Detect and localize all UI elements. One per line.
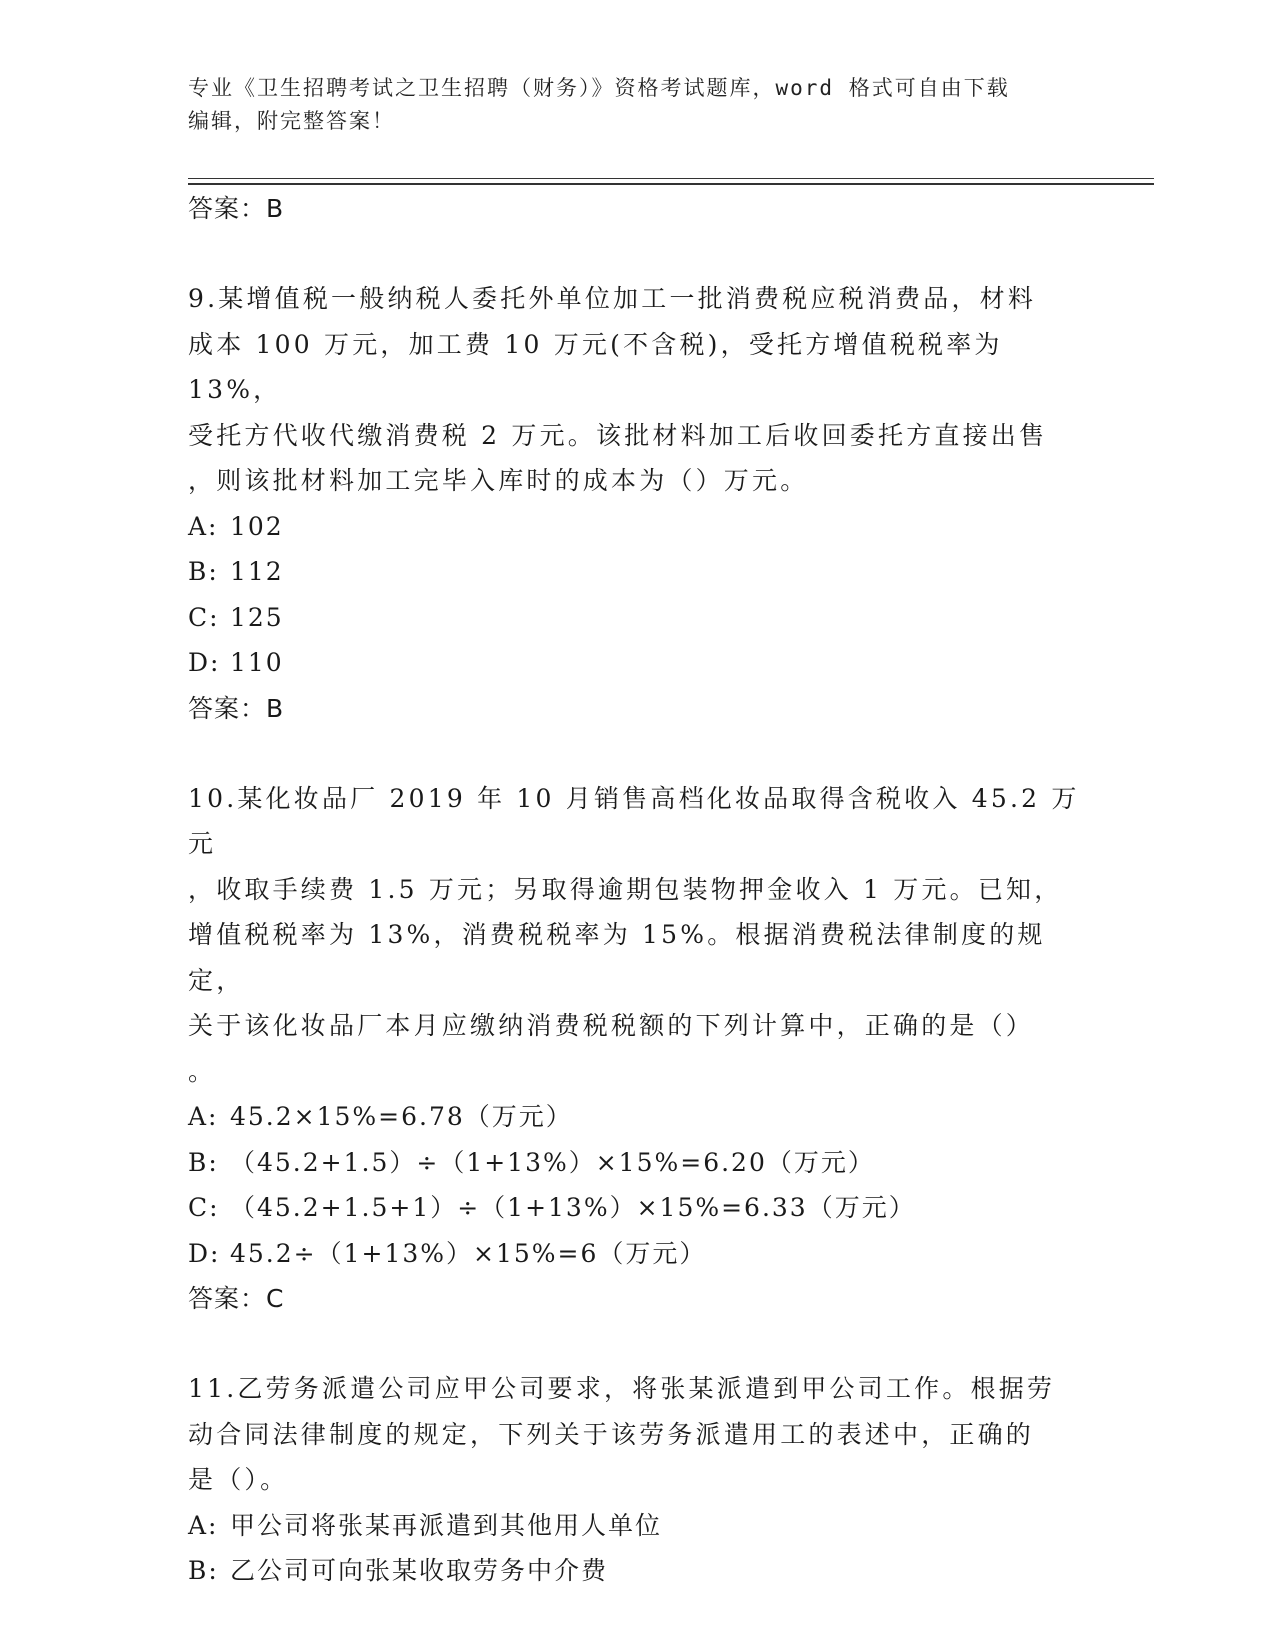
document-body <box>188 186 1088 1594</box>
question-11-line-1: 11.乙劳务派遣公司应甲公司要求，将张某派遣到甲公司工作。根据劳 <box>188 1374 1056 1403</box>
question-9-option-a <box>188 504 1088 550</box>
question-10-line-4: 关于该化妆品厂本月应缴纳消费税税额的下列计算中，正确的是（） <box>188 1011 1035 1040</box>
option-letter: C: <box>188 1193 220 1222</box>
question-11-option-b <box>188 1548 1088 1594</box>
option-letter: A: <box>188 1102 219 1131</box>
question-9-line-2: 成本 100 万元，加工费 10 万元(不含税)，受托方增值税税率为 13%， <box>188 329 1003 404</box>
question-9 <box>188 276 1088 732</box>
header-line-1: 专业《卫生招聘考试之卫生招聘（财务）》资格考试题库，word 格式可自由下载 <box>188 76 1010 100</box>
option-text: 112 <box>230 557 284 586</box>
header-rule-thin <box>188 178 1154 179</box>
header-line-2: 编辑，附完整答案！ <box>188 109 395 133</box>
question-9-option-c <box>188 595 1088 641</box>
question-9-line-4: ，则该批材料加工完毕入库时的成本为（）万元。 <box>188 466 809 495</box>
option-text: 45.2×15%=6.78（万元） <box>230 1102 573 1131</box>
option-letter: D: <box>188 648 221 677</box>
question-10-answer: 答案：C <box>188 1284 285 1313</box>
question-9-answer: 答案：B <box>188 693 285 723</box>
question-9-line-1: 9.某增值税一般纳税人委托外单位加工一批消费税应税消费品，材料 <box>188 284 1037 313</box>
question-10 <box>188 776 1088 1323</box>
question-11-line-3: 是（）。 <box>188 1465 289 1494</box>
option-letter: A: <box>188 511 219 541</box>
question-9-option-d <box>188 640 1088 686</box>
question-10-line-2: ，收取手续费 1.5 万元；另取得逾期包装物押金收入 1 万元。已知， <box>188 874 1063 904</box>
question-10-option-b <box>188 1140 1088 1186</box>
option-letter: A: <box>188 1510 219 1540</box>
question-10-line-5: 。 <box>188 1056 217 1086</box>
question-10-option-a <box>188 1094 1088 1140</box>
option-letter: B: <box>188 1556 219 1585</box>
previous-answer: 答案：B <box>188 194 285 223</box>
option-text: 110 <box>230 648 284 677</box>
option-text: （45.2+1.5）÷（1+13%）×15%=6.20（万元） <box>230 1147 875 1177</box>
question-10-line-1: 10.某化妆品厂 2019 年 10 月销售高档化妆品取得含税收入 45.2 万元 <box>188 783 1080 858</box>
option-letter: B: <box>188 1147 219 1177</box>
question-11-option-a <box>188 1503 1088 1549</box>
option-text: 102 <box>230 511 284 541</box>
question-9-line-3: 受托方代收代缴消费税 2 万元。该批材料加工后收回委托方直接出售 <box>188 420 1048 450</box>
option-text: （45.2+1.5+1）÷（1+13%）×15%=6.33（万元） <box>230 1193 916 1222</box>
question-11 <box>188 1366 1088 1594</box>
question-11-line-2: 动合同法律制度的规定，下列关于该劳务派遣用工的表述中，正确的 <box>188 1419 1035 1449</box>
option-letter: D: <box>188 1238 221 1268</box>
question-10-option-d <box>188 1231 1088 1277</box>
option-letter: C: <box>188 602 220 632</box>
question-10-line-3: 增值税税率为 13%，消费税税率为 15%。根据消费税法律制度的规定， <box>188 920 1046 995</box>
document-header <box>188 72 1088 138</box>
option-text: 125 <box>230 602 284 632</box>
option-text: 45.2÷（1+13%）×15%=6（万元） <box>230 1238 707 1268</box>
question-9-option-b <box>188 549 1088 595</box>
question-10-option-c <box>188 1185 1088 1231</box>
option-letter: B: <box>188 557 219 586</box>
option-text: 乙公司可向张某收取劳务中介费 <box>230 1556 609 1585</box>
header-rule-thick <box>188 183 1154 185</box>
option-text: 甲公司将张某再派遣到其他用人单位 <box>230 1510 663 1540</box>
